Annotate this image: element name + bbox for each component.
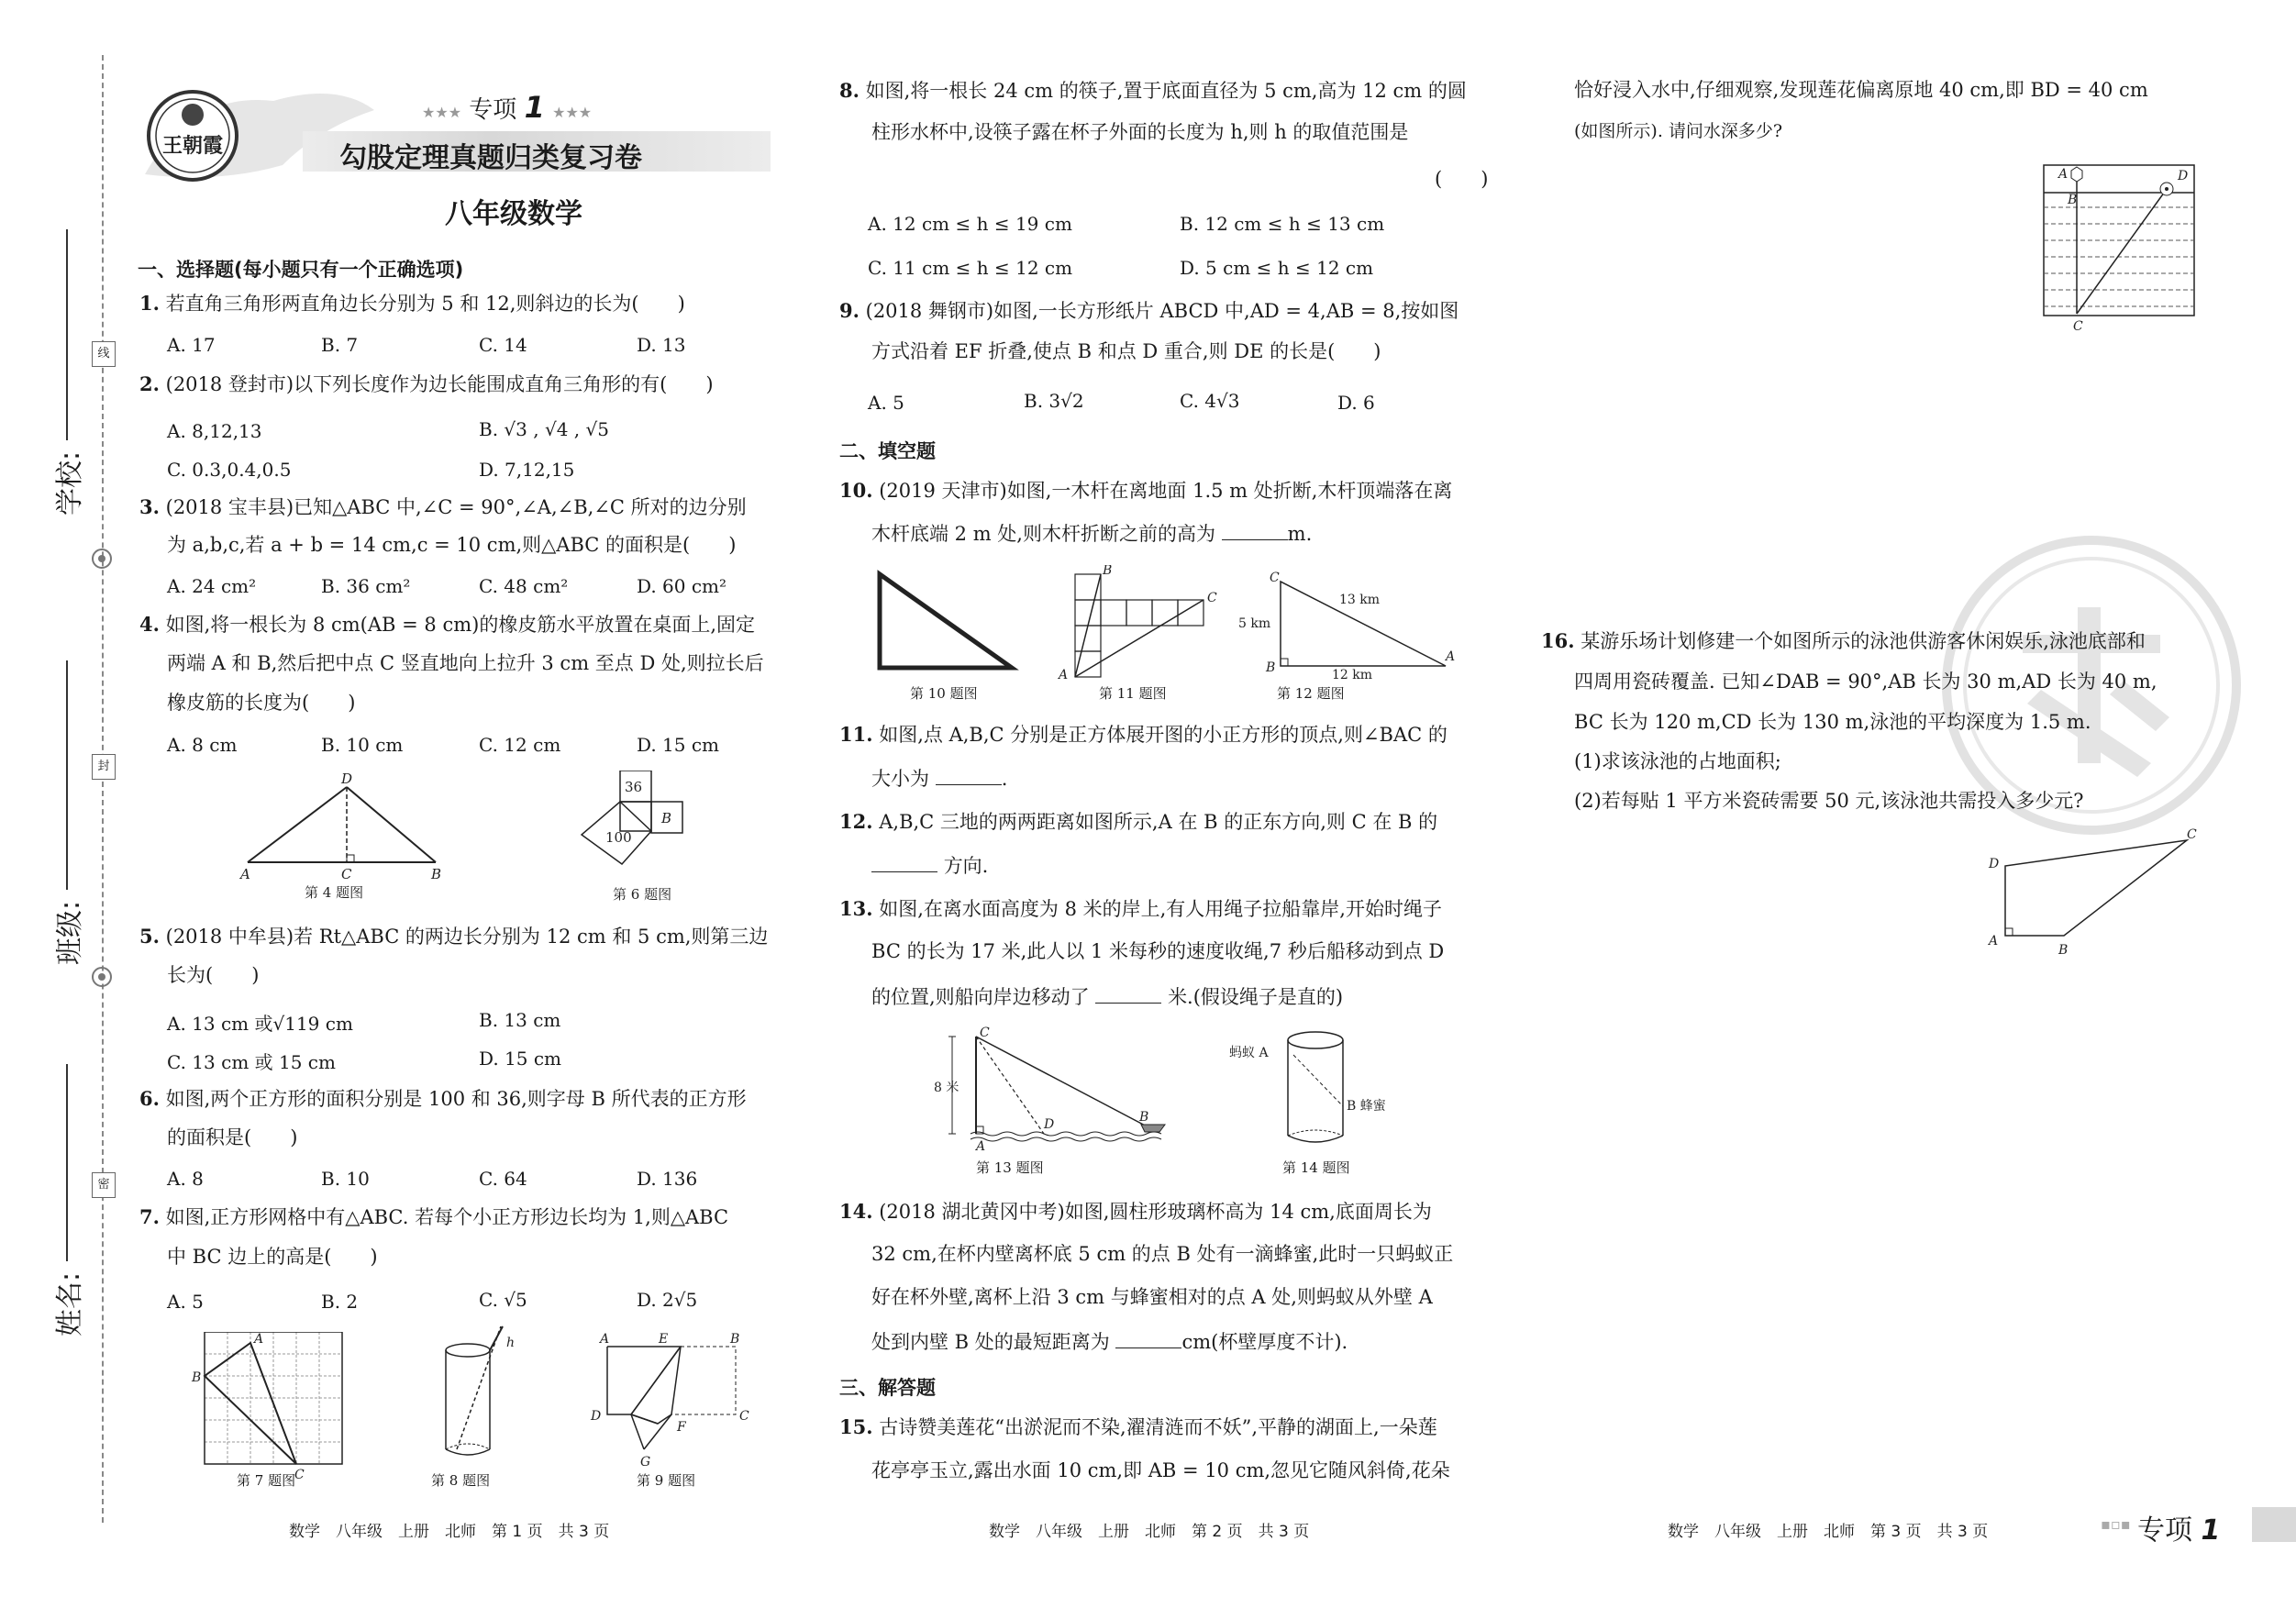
figure-7 [188,1332,358,1488]
figure-caption: 第 11 题图 [1099,685,1167,702]
option-c[interactable]: C. 0.3,0.4,0.5 [167,459,292,481]
svg-text:8 米: 8 米 [934,1081,959,1095]
option-b[interactable]: B. 36 cm² [321,575,411,597]
svg-text:A: A [2058,167,2069,182]
figure-8 [431,1321,532,1468]
svg-text:C: C [1270,571,1280,585]
page-subtitle: 八年级数学 [445,198,582,230]
figure-caption: 第 10 题图 [910,685,978,702]
svg-text:B: B [2058,943,2069,954]
svg-text:B: B [730,1332,740,1347]
svg-text:C: C [294,1468,305,1482]
svg-text:C: C [341,866,352,882]
svg-text:蚂蚁 A: 蚂蚁 A [1229,1046,1269,1060]
option-c[interactable]: C. 13 cm 或 15 cm [167,1051,336,1073]
option-d[interactable]: D. 5 cm ≤ h ≤ 12 cm [1180,257,1374,279]
svg-text:5 km: 5 km [1238,616,1271,631]
option-c[interactable]: C. 11 cm ≤ h ≤ 12 cm [868,257,1073,279]
section-answer: 三、解答题 [839,1377,936,1399]
option-a[interactable]: A. 5 [868,392,904,414]
school-label: 学校: [54,450,87,516]
option-b[interactable]: B. √3 , √4 , √5 [479,418,609,440]
question-text: 花亭亭玉立,露出水面 10 cm,即 AB = 10 cm,忽见它随风斜倚,花朵 [871,1459,1450,1481]
option-a[interactable]: A. 8,12,13 [167,420,262,442]
svg-text:B: B [2068,193,2078,207]
figure-caption: 第 6 题图 [613,886,672,903]
question-text: 两端 A 和 B,然后把中点 C 竖直地向上拉升 3 cm 至点 D 处,则拉长后 [167,652,764,674]
option-c[interactable]: C. √5 [479,1289,527,1311]
svg-text:C: C [2187,827,2197,842]
question-text: 四周用瓷砖覆盖. 已知∠DAB = 90°,AB 长为 30 m,AD 长为 40 m, [1574,671,2157,693]
question-text: 若直角三角形两直角边长分别为 5 和 12,则斜边的长为( ) [165,293,685,315]
option-d[interactable]: D. 136 [637,1168,698,1190]
question-text: 好在杯外壁,离杯上沿 3 cm 与蜂蜜相对的点 A 处,则蚂蚁从外壁 A [871,1286,1433,1308]
seal-xian: 线 [92,341,116,367]
figure-10 [876,567,1023,677]
option-c[interactable]: C. 4√3 [1180,390,1240,412]
figure-14 [1229,1027,1403,1151]
option-a[interactable]: A. 24 cm² [167,575,257,597]
svg-text:A: A [240,866,250,882]
question-text: 橡皮筋的长度为( ) [167,692,356,714]
footer-page-3: 数学 八年级 上册 北师 第 3 页 共 3 页 [1668,1523,1989,1541]
answer-blank[interactable] [1115,1331,1181,1348]
figure-12 [1238,569,1468,679]
name-label: 姓名: [54,1271,87,1337]
series-number: 1 [524,90,545,125]
answer-blank[interactable] [936,768,1002,785]
figure-caption: 第 12 题图 [1277,685,1345,702]
figure-caption: 第 7 题图 [237,1472,296,1489]
svg-text:A: A [976,1139,986,1154]
question-text: 长为( ) [167,964,260,986]
svg-text:D: D [1044,1117,1055,1132]
series-label: 专项 [469,96,517,124]
section-fill: 二、填空题 [839,440,936,462]
answer-blank[interactable] [871,855,937,872]
svg-text:D: D [591,1409,602,1424]
series-tag: ★★★ 专项 1 ★★★ [422,90,593,125]
footer-page-2: 数学 八年级 上册 北师 第 2 页 共 3 页 [989,1523,1310,1541]
svg-text:B: B [1103,565,1113,578]
page-title: 勾股定理真题归类复习卷 [339,142,642,174]
svg-text:100: 100 [605,829,632,846]
question-text: BC 的长为 17 米,此人以 1 米每秒的速度收绳,7 秒后船移动到点 D [871,940,1445,962]
option-b[interactable]: B. 3√2 [1024,390,1084,412]
binding-hole-icon [90,965,114,989]
question-text: (2018 登封市)以下列长度作为边长能围成直角三角形的有( ) [165,373,714,395]
question-text: 的面积是( ) [167,1126,298,1148]
class-field[interactable] [66,660,68,890]
option-d[interactable]: D. 2√5 [637,1289,698,1311]
svg-text:36: 36 [625,779,643,795]
svg-text:13 km: 13 km [1339,593,1381,607]
svg-text:h: h [506,1336,516,1350]
option-a[interactable]: A. 12 cm ≤ h ≤ 19 cm [868,213,1072,235]
brand-name: 王朝霞 [161,134,224,158]
question-text: 方式沿着 EF 折叠,使点 B 和点 D 重合,则 DE 的长是( ) [871,340,1381,362]
option-d[interactable]: D. 6 [1337,392,1375,414]
option-d[interactable]: D. 60 cm² [637,575,727,597]
svg-text:B: B [661,810,672,826]
question-text: 中 BC 边上的高是( ) [167,1246,378,1268]
seal-feng: 封 [92,754,116,780]
answer-blank[interactable] [1222,523,1288,540]
figure-9 [587,1330,752,1477]
option-b[interactable]: B. 13 cm [479,1009,561,1031]
option-c[interactable]: C. 12 cm [479,734,561,756]
sub-question-1: (1)求该泳池的占地面积; [1574,750,1781,772]
seal-mi: 密 [92,1172,116,1198]
svg-text:A: A [600,1332,610,1347]
footer-dots: ▪▫▪ [2101,1515,2131,1533]
question-text: 恰好浸入水中,仔细观察,发现莲花偏离原地 40 cm,即 BD = 40 cm [1574,79,2148,101]
svg-text:12 km: 12 km [1332,668,1373,679]
option-b[interactable]: B. 12 cm ≤ h ≤ 13 cm [1180,213,1385,235]
option-b[interactable]: B. 10 [321,1168,370,1190]
option-a[interactable]: A. 5 [167,1291,204,1313]
svg-text:A: A [1059,668,1069,682]
figure-11 [1053,565,1237,684]
question-text: BC 长为 120 m,CD 长为 130 m,泳池的平均深度为 1.5 m. [1574,711,2091,733]
svg-text:B: B [431,866,442,882]
option-a[interactable]: A. 8 cm [167,734,238,756]
option-d[interactable]: D. 15 cm [479,1048,562,1070]
figure-6 [569,771,725,917]
option-c[interactable]: C. 14 [479,334,527,356]
svg-text:E: E [659,1332,669,1347]
svg-text:A: A [1989,934,1999,948]
option-c[interactable]: C. 64 [479,1168,527,1190]
svg-text:D: D [2178,169,2189,183]
binding-hole-icon [90,547,114,571]
svg-text:A: A [1446,649,1456,664]
svg-text:D: D [1989,857,2000,871]
question-text: 32 cm,在杯内壁离杯底 5 cm 的点 B 处有一滴蜂蜜,此时一只蚂蚁正 [871,1243,1454,1265]
name-field[interactable] [66,1064,68,1261]
option-b[interactable]: B. 10 cm [321,734,404,756]
svg-text:F: F [677,1420,686,1435]
option-c[interactable]: C. 48 cm² [479,575,569,597]
svg-text:B 蜂蜜: B 蜂蜜 [1347,1099,1386,1114]
svg-text:C: C [980,1026,990,1040]
figure-13 [934,1026,1172,1154]
figure-16 [1980,826,2209,954]
sub-question-2: (2)若每贴 1 平方米瓷砖需要 50 元,该泳池共需投入多少元? [1574,790,2084,812]
option-d[interactable]: D. 7,12,15 [479,459,575,481]
svg-text:A: A [254,1332,264,1347]
svg-text:C: C [1207,591,1217,605]
class-label: 班级: [54,900,87,966]
svg-text:C: C [2073,319,2083,334]
figure-caption: 第 8 题图 [431,1472,491,1489]
svg-text:B: B [1266,660,1276,675]
option-a[interactable]: A. 13 cm 或√119 cm [167,1013,353,1035]
figure-caption: 第 14 题图 [1282,1159,1350,1176]
option-d[interactable]: D. 13 [637,334,686,356]
school-field[interactable] [66,229,68,440]
svg-text:G: G [640,1455,651,1469]
figure-caption: 第 4 题图 [305,884,364,901]
question-text: 柱形水杯中,设筷子露在杯子外面的长度为 h,则 h 的取值范围是 [871,121,1409,143]
footer-page-1: 数学 八年级 上册 北师 第 1 页 共 3 页 [289,1523,610,1541]
option-d[interactable]: D. 15 cm [637,734,720,756]
answer-blank[interactable] [1095,986,1161,1004]
figure-4 [238,769,449,915]
option-a[interactable]: A. 8 [167,1168,204,1190]
section-choice: 一、选择题(每小题只有一个正确选项) [138,259,464,281]
figure-caption: 第 9 题图 [637,1472,696,1489]
option-b[interactable]: B. 2 [321,1291,359,1313]
option-a[interactable]: A. 17 [167,334,216,356]
footer-series-tag: 专项 1 [2137,1514,2221,1547]
cut-line [102,55,104,1523]
svg-text:C: C [739,1409,749,1424]
svg-text:D: D [341,771,353,787]
question-text: (如图所示). 请问水深多少? [1574,121,1783,141]
option-b[interactable]: B. 7 [321,334,359,356]
svg-text:B: B [192,1370,202,1385]
figure-caption: 第 13 题图 [976,1159,1044,1176]
figure-15 [2035,156,2209,339]
question-text: 为 a,b,c,若 a + b = 14 cm,c = 10 cm,则△ABC 的面积是( ) [167,534,737,556]
answer-paren[interactable]: ( ) [1435,168,1489,190]
footer-tag-bg [2252,1507,2296,1542]
svg-text:B: B [1139,1110,1149,1125]
